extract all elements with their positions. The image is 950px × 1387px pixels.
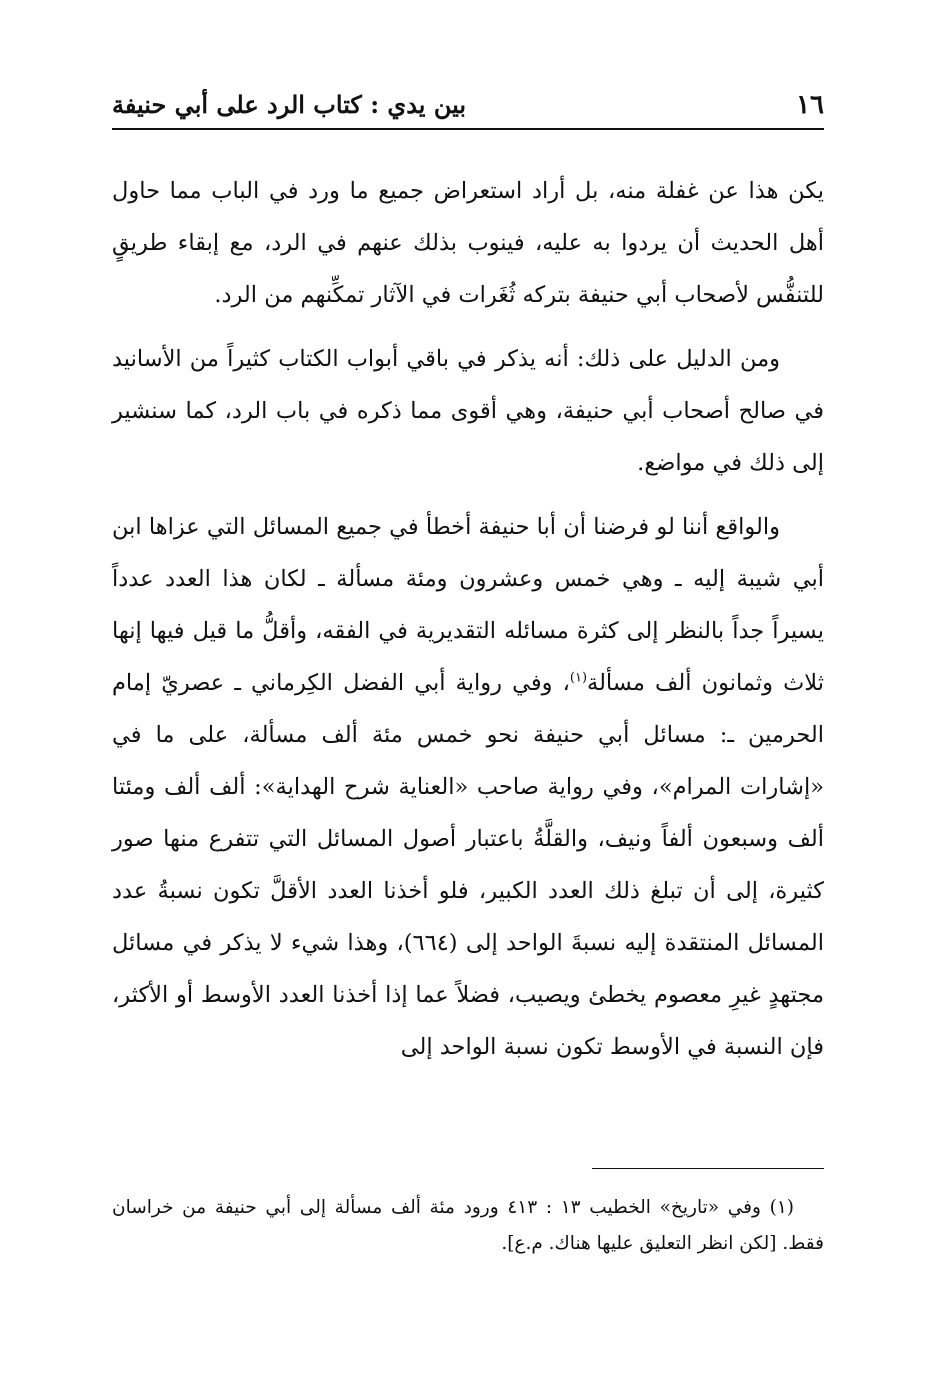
running-title: بين يدي : كتاب الرد على أبي حنيفة bbox=[112, 90, 467, 119]
paragraph-3-part-2: ، وفي رواية أبي الفضل الكِرماني ـ عصريّ إمام الحرمين ـ: مسائل أبي حنيفة نحو خمس مئة ألف مسألة، على ما في «إشارات المرام»، وفي رواية صاحب «العناية شرح الهداية»: ألف ألف ومئتا ألف وسبعون ألفاً ونيف، والقلَّةُ باعتبار أصول المسائل التي تتفرع منها صور كثيرة، إلى أن تبلغ ذلك العدد الكبير، فلو أخذنا العدد الأقلَّ تكون نسبةُ عدد المسائل المنتقدة إليه نسبةَ الواحد إلى (٦٦٤)، وهذا شيء لا يذكر في مسائل مجتهدٍ غيرِ معصوم يخطئ ويصيب، فضلاً عما إذا أخذنا العدد الأوسط أو الأكثر، فإن النسبة في الأوسط تكون نسبة الواحد إلى bbox=[112, 670, 824, 1060]
footnote-divider bbox=[592, 1168, 824, 1169]
paragraph-2: ومن الدليل على ذلك: أنه يذكر في باقي أبواب الكتاب كثيراً من الأسانيد في صالح أصحاب أبي حنيفة، وهي أقوى مما ذكره في باب الرد، كما سنشير إلى ذلك في مواضع. bbox=[112, 346, 824, 476]
footnotes bbox=[112, 1190, 824, 1262]
main-text bbox=[112, 165, 824, 1073]
page-header bbox=[112, 86, 824, 130]
footnote-reference-1[interactable]: (١) bbox=[569, 670, 588, 686]
paragraph-3 bbox=[112, 501, 824, 1073]
paragraph-3-part-1: والواقع أننا لو فرضنا أن أبا حنيفة أخطأ في جميع المسائل التي عزاها ابن أبي شيبة إليه ـ وهي خمس وعشرون ومئة مسألة ـ لكان هذا العدد عدداً يسيراً جداً بالنظر إلى كثرة مسائله التقديرية في الفقه، وأقلُّ ما قيل فيها إنها ثلاث وثمانون ألف مسألة bbox=[112, 514, 824, 696]
paragraph-1: يكن هذا عن غفلة منه، بل أراد استعراض جميع ما ورد في الباب مما حاول أهل الحديث أن يردوا به عليه، فينوب بذلك عنهم في الرد، مع إبقاء طريقٍ للتنفُّس لأصحاب أبي حنيفة بتركه ثُغَرات في الآثار تمكِّنهم من الرد. bbox=[112, 178, 824, 308]
footnote-1: (١) وفي «تاريخ» الخطيب ١٣ : ٤١٣ ورود مئة ألف مسألة إلى أبي حنيفة من خراسان فقط. [لكن انظر التعليق عليها هناك. م.ع]. bbox=[112, 1197, 824, 1254]
header-divider bbox=[112, 128, 824, 130]
page-number: ١٦ bbox=[796, 90, 824, 120]
